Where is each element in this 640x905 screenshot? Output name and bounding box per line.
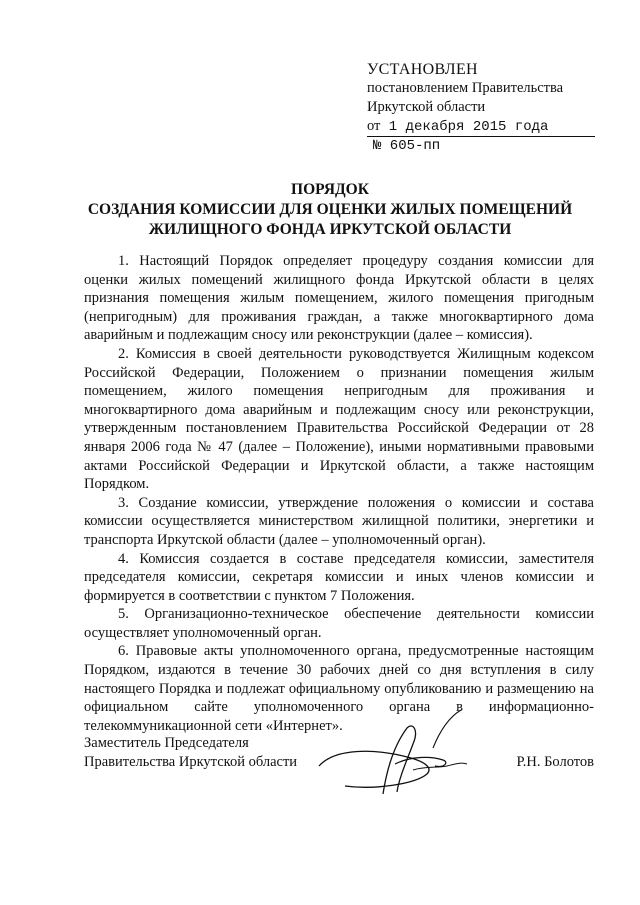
approval-date: 1 декабря 2015 года bbox=[380, 119, 549, 135]
paragraph: 2. Комиссия в своей деятельности руководствуется Жилищным кодексом Российской Федерации, Положением о признании помещения жилым помещением, жилого помещения непригодным для проживания и многоквартирного дома аварийным и подлежащим сносу или реконструкции, утвержденным постановлением Правительства Российской Федерации от 28 января 2006 года № 47 (далее – Положение), иными нормативными правовыми актами Российской Федерации и Иркутской области, а также настоящим Порядком. bbox=[84, 345, 594, 493]
signer-position-line2: Правительства Иркутской области bbox=[84, 754, 298, 770]
heading-line1: ПОРЯДОК bbox=[291, 181, 369, 198]
approval-date-field bbox=[367, 118, 595, 137]
heading-line3: ЖИЛИЩНОГО ФОНДА ИРКУТСКОЙ ОБЛАСТИ bbox=[148, 221, 512, 238]
approval-date-row bbox=[367, 117, 617, 137]
signer-name: Р.Н. Болотов bbox=[516, 754, 594, 770]
paragraph: 4. Комиссия создается в составе председателя комиссии, заместителя председателя комиссии, секретаря комиссии и иных членов комиссии и формируется в соответствии с пунктом 7 Положения. bbox=[84, 550, 594, 604]
signer-position-line1: Заместитель Председателя bbox=[84, 735, 249, 751]
document-heading bbox=[60, 180, 600, 240]
approval-number: № 605-пп bbox=[373, 138, 441, 154]
paragraph: 3. Создание комиссии, утверждение положения о комиссии и состава комиссии осуществляется министерством жилищной политики, энергетики и транспорта Иркутской области (далее – уполномоченный орган). bbox=[84, 494, 594, 548]
paragraph: 5. Организационно-техническое обеспечение деятельности комиссии осуществляет уполномоченный орган. bbox=[84, 606, 594, 641]
approval-date-prefix: от bbox=[367, 118, 381, 134]
approval-title: УСТАНОВЛЕН bbox=[367, 61, 478, 78]
approval-line2: Иркутской области bbox=[367, 99, 486, 115]
approval-stamp bbox=[367, 60, 617, 156]
paragraph: 6. Правовые акты уполномоченного органа, предусмотренные настоящим Порядком, издаются в течение 30 рабочих дней со дня вступления в силу настоящего Порядка и подлежат официальному опубликованию и размещению на официальном сайте уполномоченного органа в информационно-телекоммуникационной сети «Интернет». bbox=[84, 643, 594, 734]
document-body bbox=[84, 252, 594, 735]
paragraph: 1. Настоящий Порядок определяет процедуру создания комиссии для оценки жилых помещений жилищного фонда Иркутской области в целях признания помещения жилым помещением, жилого помещения пригодным (непригодным) для проживания граждан, а также многоквартирного дома аварийным и подлежащим сносу или реконструкции (далее – комиссия). bbox=[84, 253, 594, 344]
heading-line2: СОЗДАНИЯ КОМИССИИ ДЛЯ ОЦЕНКИ ЖИЛЫХ ПОМЕЩЕНИЙ bbox=[87, 201, 573, 218]
handwritten-signature bbox=[315, 708, 485, 798]
approval-line1: постановлением Правительства bbox=[367, 80, 564, 96]
